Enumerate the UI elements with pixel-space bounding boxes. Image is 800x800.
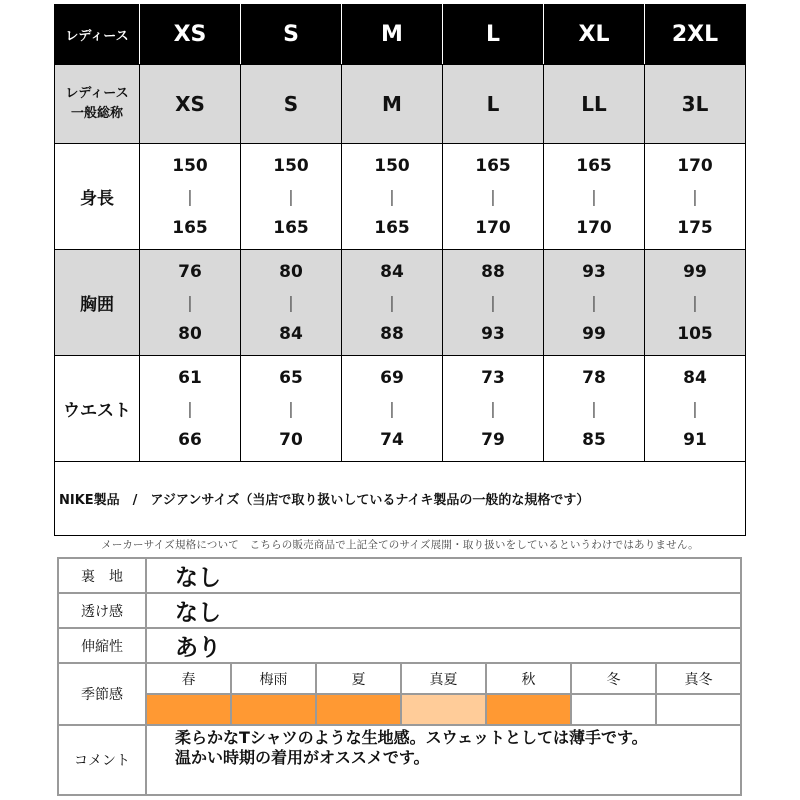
range-max: 79: [481, 429, 505, 450]
sheerness-value: なし: [146, 593, 741, 628]
range-min: 150: [273, 155, 309, 176]
range-separator: |: [288, 186, 294, 206]
sheerness-label: 透け感: [58, 593, 146, 628]
range-separator: |: [490, 398, 496, 418]
season-spring-indicator: [146, 694, 231, 725]
general-size-cell: LL: [544, 65, 645, 144]
range-separator: |: [692, 292, 698, 312]
stretch-row: [58, 628, 741, 663]
range-cell: [645, 250, 746, 356]
range-cell: [443, 144, 544, 250]
range-max: 165: [172, 217, 208, 238]
range-max: 99: [582, 323, 606, 344]
range-cell: [443, 356, 544, 462]
range-min: 93: [582, 261, 606, 282]
general-size-label: [55, 65, 140, 144]
comment-text: [146, 725, 741, 795]
season-rainy-indicator: [231, 694, 316, 725]
range-separator: |: [591, 186, 597, 206]
season-indicator-row: [58, 694, 741, 725]
range-separator: |: [692, 398, 698, 418]
range-cell: [241, 144, 342, 250]
range-max: 175: [677, 217, 713, 238]
stretch-label: 伸縮性: [58, 628, 146, 663]
comment-line-2: 温かい時期の着用がオススメです。: [175, 748, 430, 767]
season-header-row: [58, 663, 741, 694]
range-min: 99: [683, 261, 707, 282]
season-midwinter: 真冬: [656, 663, 741, 694]
range-min: 150: [374, 155, 410, 176]
season-summer-indicator: [316, 694, 401, 725]
size-header-l: L: [443, 5, 544, 65]
range-min: 88: [481, 261, 505, 282]
range-max: 170: [576, 217, 612, 238]
fabric-info-table: [57, 557, 742, 796]
range-cell: [544, 356, 645, 462]
lining-row: [58, 558, 741, 593]
range-min: 150: [172, 155, 208, 176]
range-max: 70: [279, 429, 303, 450]
range-separator: |: [389, 398, 395, 418]
range-cell: [140, 250, 241, 356]
season-winter-indicator: [571, 694, 656, 725]
range-separator: |: [288, 398, 294, 418]
range-cell: [342, 144, 443, 250]
range-cell: [241, 356, 342, 462]
note-row: [55, 462, 746, 536]
size-chart-table: [54, 4, 746, 536]
range-max: 165: [374, 217, 410, 238]
season-spring: 春: [146, 663, 231, 694]
range-min: 69: [380, 367, 404, 388]
height-row: [55, 144, 746, 250]
range-max: 66: [178, 429, 202, 450]
chest-row: [55, 250, 746, 356]
comment-row: [58, 725, 741, 795]
range-min: 73: [481, 367, 505, 388]
general-label-line1: レディース: [65, 86, 129, 101]
size-header-m: M: [342, 5, 443, 65]
range-min: 61: [178, 367, 202, 388]
lining-label: 裏 地: [58, 558, 146, 593]
general-size-cell: 3L: [645, 65, 746, 144]
comment-line-1: 柔らかなTシャツのような生地感。スウェットとしては薄手です。: [175, 728, 648, 747]
season-autumn: 秋: [486, 663, 571, 694]
range-min: 165: [576, 155, 612, 176]
range-cell: [544, 250, 645, 356]
range-separator: |: [692, 186, 698, 206]
lining-value: なし: [146, 558, 741, 593]
height-label: 身長: [55, 144, 140, 250]
comment-label: コメント: [58, 725, 146, 795]
range-separator: |: [490, 292, 496, 312]
maker-size-disclaimer: メーカーサイズ規格について こちらの販売商品で上記全てのサイズ展開・取り扱いをしているというわけではありません。: [101, 539, 699, 551]
range-separator: |: [187, 186, 193, 206]
general-size-cell: XS: [140, 65, 241, 144]
range-cell: [544, 144, 645, 250]
size-header-s: S: [241, 5, 342, 65]
season-autumn-indicator: [486, 694, 571, 725]
header-label: レディース: [55, 5, 140, 65]
range-separator: |: [490, 186, 496, 206]
season-midsummer: 真夏: [401, 663, 486, 694]
season-midsummer-indicator: [401, 694, 486, 725]
nike-asian-size-note: NIKE製品 / アジアンサイズ（当店で取り扱いしているナイキ製品の一般的な規格です）: [55, 462, 746, 536]
range-max: 85: [582, 429, 606, 450]
range-separator: |: [288, 292, 294, 312]
range-min: 65: [279, 367, 303, 388]
range-cell: [645, 356, 746, 462]
range-cell: [342, 356, 443, 462]
season-winter: 冬: [571, 663, 656, 694]
range-min: 170: [677, 155, 713, 176]
season-summer: 夏: [316, 663, 401, 694]
range-cell: [140, 144, 241, 250]
chest-label: 胸囲: [55, 250, 140, 356]
range-min: 165: [475, 155, 511, 176]
range-max: 84: [279, 323, 303, 344]
waist-row: [55, 356, 746, 462]
general-label-line2: 一般総称: [70, 106, 123, 121]
waist-label: ウエスト: [55, 356, 140, 462]
stretch-value: あり: [146, 628, 741, 663]
season-midwinter-indicator: [656, 694, 741, 725]
size-header-2xl: 2XL: [645, 5, 746, 65]
range-max: 91: [683, 429, 707, 450]
range-separator: |: [187, 292, 193, 312]
size-header-xl: XL: [544, 5, 645, 65]
range-min: 76: [178, 261, 202, 282]
range-max: 170: [475, 217, 511, 238]
range-max: 74: [380, 429, 404, 450]
season-label: 季節感: [58, 663, 146, 725]
range-max: 105: [677, 323, 713, 344]
range-cell: [140, 356, 241, 462]
range-cell: [645, 144, 746, 250]
range-cell: [443, 250, 544, 356]
range-separator: |: [591, 292, 597, 312]
general-size-cell: S: [241, 65, 342, 144]
sheerness-row: [58, 593, 741, 628]
season-rainy: 梅雨: [231, 663, 316, 694]
range-separator: |: [389, 186, 395, 206]
general-size-cell: M: [342, 65, 443, 144]
range-max: 80: [178, 323, 202, 344]
range-max: 93: [481, 323, 505, 344]
range-separator: |: [389, 292, 395, 312]
range-min: 80: [279, 261, 303, 282]
size-header-xs: XS: [140, 5, 241, 65]
general-size-row: [55, 65, 746, 144]
range-max: 165: [273, 217, 309, 238]
range-separator: |: [591, 398, 597, 418]
size-header-row: [55, 5, 746, 65]
range-min: 84: [380, 261, 404, 282]
range-max: 88: [380, 323, 404, 344]
general-size-cell: L: [443, 65, 544, 144]
range-separator: |: [187, 398, 193, 418]
range-min: 78: [582, 367, 606, 388]
range-min: 84: [683, 367, 707, 388]
range-cell: [241, 250, 342, 356]
range-cell: [342, 250, 443, 356]
